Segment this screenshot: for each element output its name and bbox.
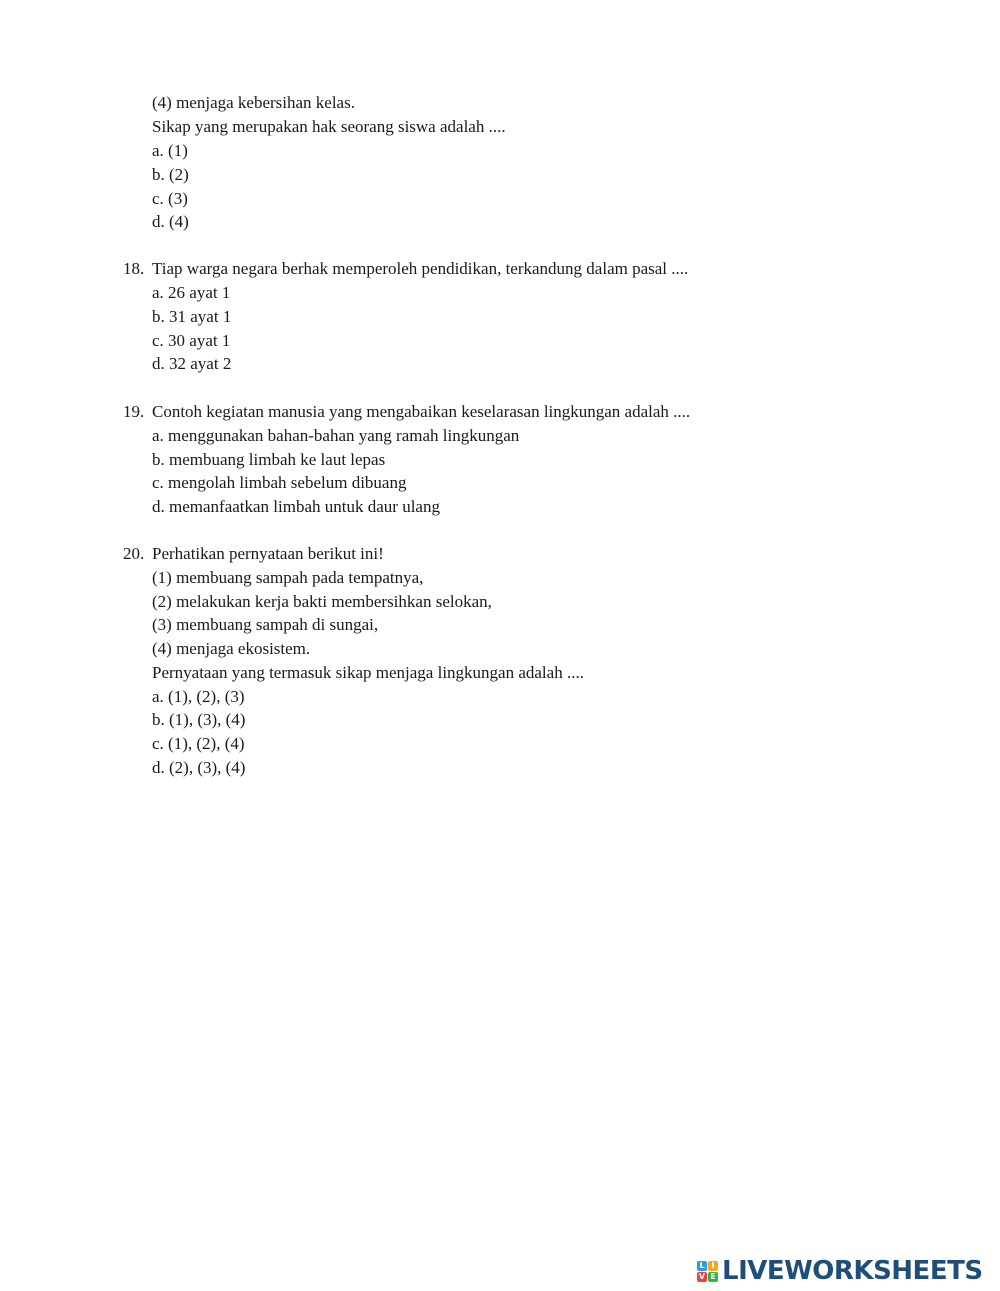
q19-question: Contoh kegiatan manusia yang mengabaikan keselarasan lingkungan adalah .... bbox=[152, 402, 691, 421]
logo-letter-e: E bbox=[708, 1272, 718, 1282]
q20-statement-1: (1) membuang sampah pada tempatnya, bbox=[152, 568, 424, 587]
q17-statement-4: (4) menjaga kebersihan kelas. bbox=[152, 93, 355, 112]
q18-option-b: b. 31 ayat 1 bbox=[152, 307, 232, 326]
q20-option-b: b. (1), (3), (4) bbox=[152, 710, 246, 729]
logo-letter-v: V bbox=[698, 1271, 706, 1281]
q20-option-c: c. (1), (2), (4) bbox=[152, 734, 245, 753]
q20-statement-4: (4) menjaga ekosistem. bbox=[152, 639, 311, 658]
q17-question: Sikap yang merupakan hak seorang siswa adalah .... bbox=[152, 117, 506, 136]
q20-prompt: Pernyataan yang termasuk sikap menjaga lingkungan adalah .... bbox=[152, 663, 584, 682]
q20-option-d: d. (2), (3), (4) bbox=[152, 758, 246, 777]
q19-option-c: c. mengolah limbah sebelum dibuang bbox=[152, 473, 407, 492]
q20-statement-2: (2) melakukan kerja bakti membersihkan selokan, bbox=[152, 592, 492, 611]
q17-option-a: a. (1) bbox=[152, 141, 188, 160]
q19-number: 19. bbox=[123, 402, 145, 421]
q17-option-c: c. (3) bbox=[152, 189, 188, 208]
logo-letter-l: L bbox=[697, 1261, 707, 1271]
q19-option-a: a. menggunakan bahan-bahan yang ramah lingkungan bbox=[152, 426, 520, 445]
q20-option-a: a. (1), (2), (3) bbox=[152, 687, 245, 706]
logo-letter-i: I bbox=[708, 1261, 718, 1271]
q20-statement-3: (3) membuang sampah di sungai, bbox=[152, 615, 379, 634]
q18-option-a: a. 26 ayat 1 bbox=[152, 283, 231, 302]
q19-option-d: d. memanfaatkan limbah untuk daur ulang bbox=[152, 497, 440, 516]
q18-number: 18. bbox=[123, 259, 145, 278]
q20-question: Perhatikan pernyataan berikut ini! bbox=[152, 544, 384, 563]
q17-option-b: b. (2) bbox=[152, 165, 189, 184]
q18-option-d: d. 32 ayat 2 bbox=[152, 354, 232, 373]
liveworksheets-logo-icon bbox=[697, 1261, 718, 1282]
q20-number: 20. bbox=[123, 544, 145, 563]
liveworksheets-logo bbox=[697, 1255, 983, 1287]
q17-option-d: d. (4) bbox=[152, 212, 189, 231]
q19-option-b: b. membuang limbah ke laut lepas bbox=[152, 450, 386, 469]
q18-question: Tiap warga negara berhak memperoleh pendidikan, terkandung dalam pasal .... bbox=[152, 259, 689, 278]
logo-wordmark: LIVEWORKSHEETS bbox=[722, 1256, 983, 1286]
q18-option-c: c. 30 ayat 1 bbox=[152, 331, 231, 350]
